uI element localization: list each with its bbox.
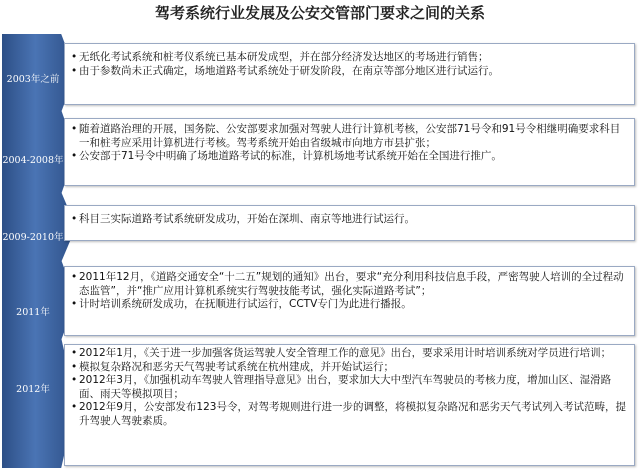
timeline-row-2009-2010 bbox=[0, 192, 640, 262]
bullet-item: • 由于参数尚未正式确定，场地道路考试系统处于研发阶段，在南京等部分地区进行试运行。 bbox=[71, 65, 630, 79]
period-label: 2012年 bbox=[16, 384, 50, 395]
bullet-item: • 公安部于71号令中明确了场地道路考试的标准，计算机场地考试系统开始在全国进行推广。 bbox=[71, 150, 630, 164]
bullet-item: • 计时培训系统研发成功，在抚顺进行试运行，CCTV专门为此进行播报。 bbox=[71, 298, 630, 312]
period-description bbox=[64, 266, 635, 336]
bullet-item: • 随着道路治理的开展，国务院、公安部要求加强对驾驶人进行计算机考核，公安部71号令和91号令相继明确要求科目一和桩考应采用计算机进行考核。驾考系统开始由省级城市向地方市县扩张； bbox=[71, 123, 630, 150]
timeline-row-2003 bbox=[0, 34, 640, 112]
bullet-item: • 2012年3月，《加强机动车驾驶人管理指导意见》出台，要求加大大中型汽车驾驶员的考核力度，增加山区、湿滑路面、雨天等模拟项目； bbox=[71, 374, 630, 401]
period-label: 2011年 bbox=[16, 307, 50, 318]
period-description bbox=[64, 118, 635, 186]
bullet-item: • 2012年1月，《关于进一步加强客货运驾驶人安全管理工作的意见》出台，要求采用计时培训系统对学员进行培训； bbox=[71, 347, 630, 361]
period-label: 2003年之前 bbox=[6, 74, 60, 85]
bullet-item: • 无纸化考试系统和桩考仪系统已基本研发成型，并在部分经济发达地区的考场进行销售； bbox=[71, 51, 630, 65]
period-description bbox=[64, 43, 635, 105]
diagram-title: 驾考系统行业发展及公安交管部门要求之间的关系 bbox=[154, 4, 485, 22]
period-description bbox=[64, 344, 635, 466]
bullet-item: • 模拟复杂路况和恶劣天气驾驶考试系统在杭州建成，并开始试运行； bbox=[71, 361, 630, 375]
timeline-row-2011 bbox=[0, 260, 640, 340]
bullet-item: • 2012年9月，公安部发布123号令，对驾考规则进行进一步的调整，将模拟复杂路况和恶劣天气考试列入考试范畴，提升驾驶人驾驶素质。 bbox=[71, 401, 630, 428]
timeline-row-2004-2008 bbox=[0, 110, 640, 194]
bullet-item: • 2011年12月，《道路交通安全“十二五”规划的通知》出台，要求“充分利用科技信息手段，严密驾驶人培训的全过程动态监管”，并“推广应用计算机系统实行驾驶技能考试，强化实际道路考试”； bbox=[71, 271, 630, 298]
period-label: 2004-2008年 bbox=[2, 155, 64, 166]
bullet-item: • 科目三实际道路考试系统研发成功，开始在深圳、南京等地进行试运行。 bbox=[71, 213, 630, 227]
timeline-row-2012 bbox=[0, 338, 640, 468]
period-label: 2009-2010年 bbox=[2, 232, 64, 243]
period-description bbox=[64, 205, 635, 241]
